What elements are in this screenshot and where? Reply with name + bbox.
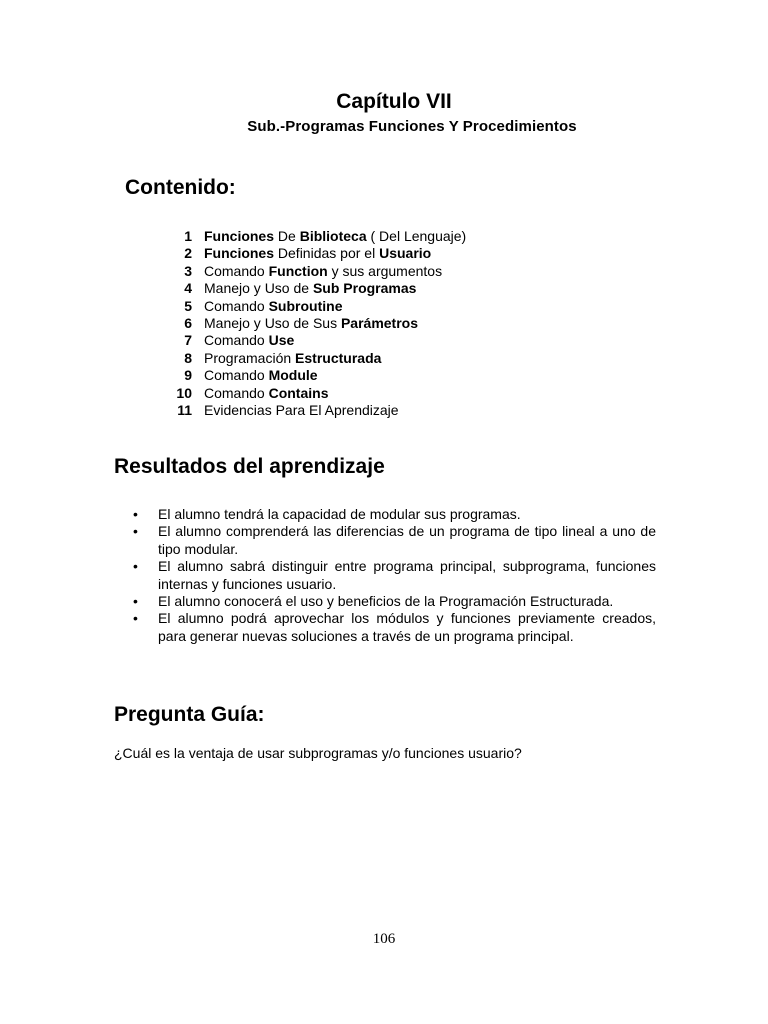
- toc-item-plain-text: Manejo y Uso de: [204, 280, 313, 297]
- toc-item-bold-term: Usuario: [379, 245, 432, 262]
- toc-item-text: [204, 315, 418, 332]
- toc-item-number: 8: [184, 349, 192, 366]
- result-item-text: El alumno comprenderá las diferencias de un programa de tipo lineal a uno de tipo modular.: [158, 523, 656, 557]
- results-list: [116, 506, 656, 645]
- toc-item-plain-text: y sus argumentos: [327, 262, 443, 279]
- bullet-icon: •: [133, 593, 138, 610]
- toc-item: [168, 332, 466, 349]
- toc-item: [168, 280, 466, 297]
- result-item: [116, 506, 656, 523]
- toc-item: [168, 263, 466, 280]
- toc-item-number: 3: [184, 262, 192, 279]
- result-item-text: El alumno conocerá el uso y beneficios de la Programación Estructurada.: [158, 593, 614, 610]
- result-item: [116, 593, 656, 610]
- toc-item-number: 1: [184, 228, 192, 244]
- toc-item-number: 10: [176, 384, 192, 401]
- toc-item-plain-text: Evidencias Para El Aprendizaje: [204, 401, 399, 418]
- toc-item: [168, 367, 466, 384]
- toc-item-plain-text: Comando: [204, 297, 269, 314]
- chapter-subtitle: Sub.-Programas Funciones Y Procedimientos: [247, 118, 577, 135]
- toc-item-number: 5: [184, 297, 192, 314]
- toc-item-number: 2: [184, 245, 192, 262]
- toc-item-plain-text: De: [274, 228, 300, 244]
- bullet-icon: •: [133, 523, 138, 540]
- toc-item: [168, 245, 466, 262]
- toc-item: [168, 402, 466, 419]
- chapter-title: Capítulo VII: [336, 90, 452, 113]
- toc-item-bold-term: Module: [268, 367, 318, 384]
- bullet-icon: •: [133, 610, 138, 627]
- toc-item-number: 11: [177, 401, 192, 418]
- toc-item-bold-term: Parámetros: [340, 314, 419, 331]
- toc-item-number: 4: [184, 280, 192, 297]
- contenido-heading: Contenido:: [125, 176, 236, 199]
- result-item: [116, 610, 656, 645]
- toc-item-text: [204, 280, 416, 297]
- toc-item-text: [204, 367, 318, 384]
- toc-item-bold-term: Function: [268, 262, 328, 279]
- toc-item-text: [204, 298, 342, 315]
- toc-item-number: 7: [184, 332, 192, 349]
- toc-item-plain-text: Programación: [204, 349, 296, 366]
- toc-item-plain-text: Comando: [204, 262, 269, 279]
- toc-item: [168, 350, 466, 367]
- table-of-contents: [168, 228, 466, 419]
- toc-item-bold-term: Funciones: [204, 228, 275, 244]
- toc-item-bold-term: Estructurada: [295, 349, 382, 366]
- toc-item-text: [204, 245, 431, 262]
- toc-item-bold-term: Funciones: [204, 245, 275, 262]
- toc-item-plain-text: Comando: [204, 332, 269, 349]
- page-number: 106: [372, 931, 396, 947]
- toc-item: [168, 298, 466, 315]
- result-item-text: El alumno podrá aprovechar los módulos y funciones previamente creados, para generar nuevas soluciones a través de un programa principal.: [158, 610, 656, 644]
- results-heading: Resultados del aprendizaje: [114, 455, 385, 478]
- bullet-icon: •: [133, 558, 138, 575]
- toc-item-bold-term: Subroutine: [268, 297, 343, 314]
- toc-item-text: [204, 350, 381, 367]
- toc-item-text: [204, 263, 442, 280]
- toc-item: [168, 228, 466, 245]
- toc-item-plain-text: Comando: [204, 367, 269, 384]
- bullet-icon: •: [133, 506, 138, 522]
- toc-item-plain-text: Definidas por el: [274, 245, 380, 262]
- toc-item-number: 6: [184, 314, 192, 331]
- toc-item-text: [204, 402, 399, 419]
- result-item-text: El alumno tendrá la capacidad de modular sus programas.: [158, 506, 521, 522]
- toc-item-plain-text: ( Del Lenguaje): [366, 228, 467, 244]
- toc-item-text: [204, 385, 328, 402]
- result-item: [116, 523, 656, 558]
- toc-item-text: [204, 228, 466, 245]
- toc-item-bold-term: Sub Programas: [312, 280, 417, 297]
- toc-item-bold-term: Contains: [268, 384, 329, 401]
- toc-item-text: [204, 332, 294, 349]
- guide-question-heading: Pregunta Guía:: [114, 703, 265, 726]
- result-item-text: El alumno sabrá distinguir entre programa principal, subprograma, funciones internas y funciones usuario.: [158, 558, 656, 592]
- toc-item-bold-term: Biblioteca: [299, 228, 367, 244]
- toc-item-number: 9: [184, 367, 192, 384]
- toc-item: [168, 315, 466, 332]
- toc-item-plain-text: Manejo y Uso de Sus: [204, 314, 341, 331]
- toc-item-plain-text: Comando: [204, 384, 269, 401]
- result-item: [116, 558, 656, 593]
- toc-item: [168, 385, 466, 402]
- toc-item-bold-term: Use: [268, 332, 295, 349]
- guide-question-text: ¿Cuál es la ventaja de usar subprogramas y/o funciones usuario?: [114, 745, 522, 761]
